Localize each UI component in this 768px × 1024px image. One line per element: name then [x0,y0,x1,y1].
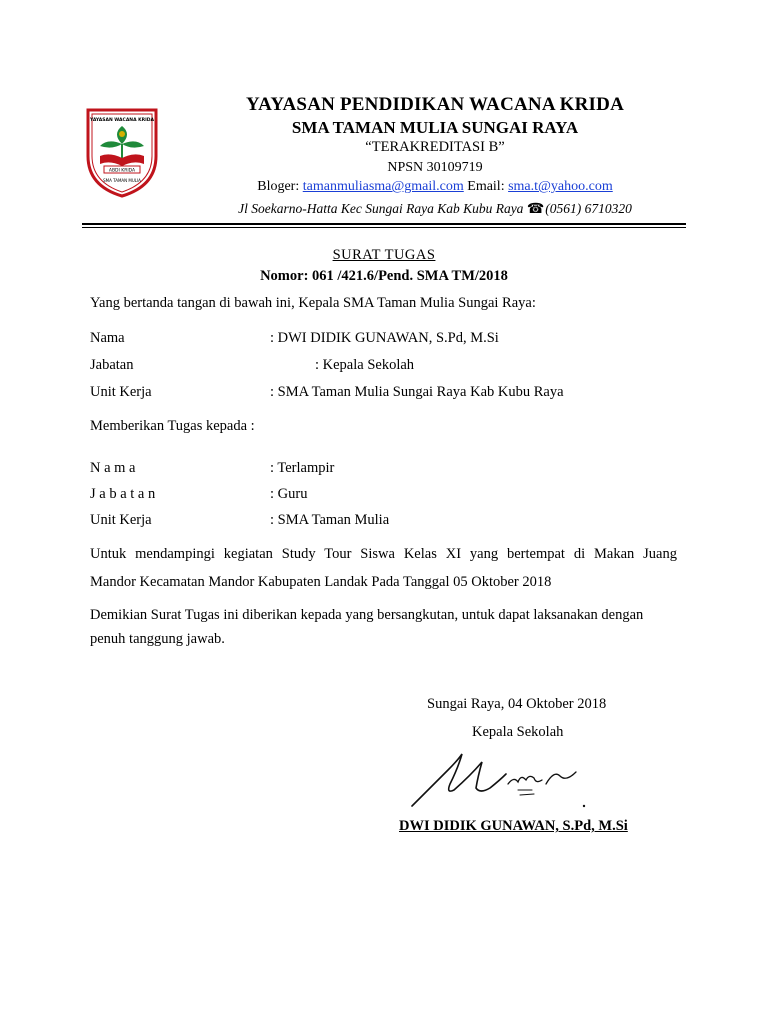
handwritten-signature [408,740,598,814]
logo-top-text: YAYASAN WACANA KRIDA [90,118,154,123]
header-rule-thick [82,223,686,225]
assign-intro: Memberikan Tugas kepada : [90,418,255,434]
phone: (0561) 6710320 [545,201,632,216]
signer-position: Kepala Sekolah [472,724,564,740]
accreditation: “TERAKREDITASI B” [365,139,505,155]
telephone-icon: ☎ [526,202,545,217]
blog-email-link[interactable]: tamanmuliasma@gmail.com [302,179,464,194]
purpose-line-1: Untuk mendampingi kegiatan Study Tour Siswa Kelas XI yang bertempat di Makan Juang [90,546,677,562]
letter-number: Nomor: 061 /421.6/Pend. SMA TM/2018 [260,268,508,284]
contact-line [150,179,720,195]
logo-banner-text: ABDI KRIDA [108,168,136,174]
signer-value-position: : Kepala Sekolah [315,357,415,373]
signer-label-position: Jabatan [90,357,134,373]
purpose-line-2: Mandor Kecamatan Mandor Kabupaten Landak Pada Tanggal 05 Oktober 2018 [90,574,552,590]
school-name: SMA TAMAN MULIA SUNGAI RAYA [291,118,579,137]
logo-bottom-text: SMA TAMAN MULIA [103,178,141,183]
place-date: Sungai Raya, 04 Oktober 2018 [427,696,607,712]
closing-line-2: penuh tanggung jawab. [90,631,225,647]
header-rule-thin [82,227,686,228]
assignee-label-name: N a m a [90,460,136,476]
email-link[interactable]: sma.t@yahoo.com [508,179,613,194]
signer-value-name: : DWI DIDIK GUNAWAN, S.Pd, M.Si [270,330,499,346]
closing-line-1: Demikian Surat Tugas ini diberikan kepada yang bersangkutan, untuk dapat laksanakan dengan [90,607,644,623]
npsn: NPSN 30109719 [387,160,483,175]
signer-value-unit: : SMA Taman Mulia Sungai Raya Kab Kubu Raya [270,384,564,400]
letter-title: SURAT TUGAS [332,247,436,263]
signer-name: DWI DIDIK GUNAWAN, S.Pd, M.Si [399,818,628,834]
assignee-label-unit: Unit Kerja [90,512,152,528]
assignee-label-position: J a b a t a n [90,486,156,502]
signer-label-unit: Unit Kerja [90,384,152,400]
email-label: Email: [467,179,505,194]
signer-label-name: Nama [90,330,125,346]
assignee-value-unit: : SMA Taman Mulia [270,512,390,528]
intro-text: Yang bertanda tangan di bawah ini, Kepala SMA Taman Mulia Sungai Raya: [90,295,536,311]
blog-label: Bloger: [257,179,300,194]
address-line [150,201,720,218]
foundation-name: YAYASAN PENDIDIKAN WACANA KRIDA [245,94,624,115]
assignee-value-position: : Guru [270,486,308,502]
assignee-value-name: : Terlampir [270,460,335,476]
address: Jl Soekarno-Hatta Kec Sungai Raya Kab Kubu Raya [238,201,524,216]
